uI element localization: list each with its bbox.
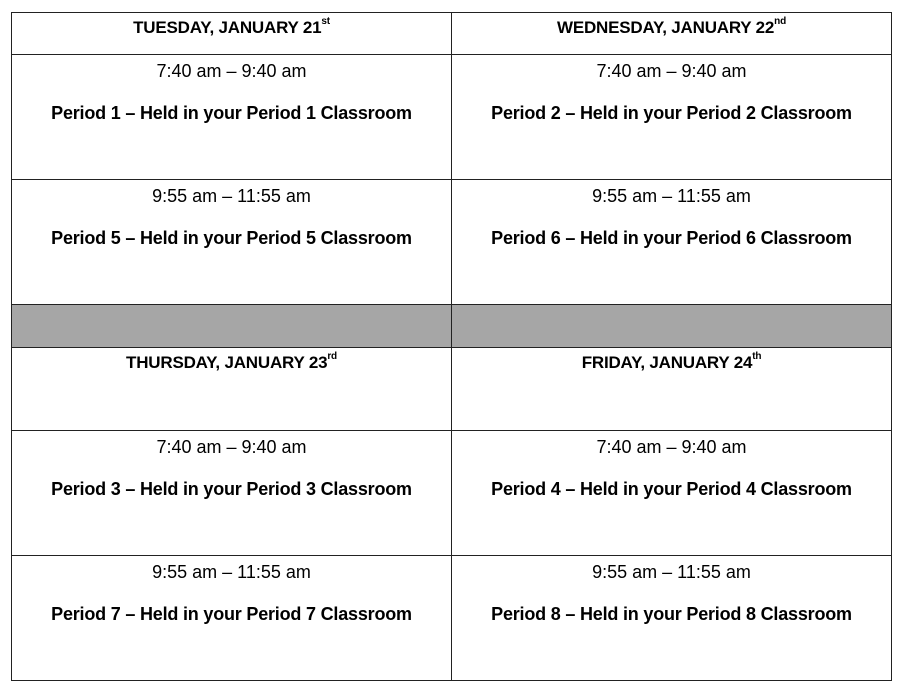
slot-cell <box>12 180 452 305</box>
day-heading-text: THURSDAY, JANUARY 23 <box>126 353 328 372</box>
time-slot-row <box>12 180 892 305</box>
day-ordinal-suffix: th <box>752 351 762 362</box>
slot-time: 7:40 am – 9:40 am <box>156 437 307 457</box>
slot-period: Period 4 – Held in your Period 4 Classroom <box>491 479 852 499</box>
day-ordinal-suffix: nd <box>774 16 786 27</box>
time-slot-row <box>12 556 892 681</box>
day-heading <box>12 13 451 38</box>
slot-cell <box>452 431 892 556</box>
slot-period: Period 3 – Held in your Period 3 Classroom <box>51 479 412 499</box>
slot-time: 7:40 am – 9:40 am <box>596 437 747 457</box>
divider-cell <box>452 305 892 348</box>
slot-cell <box>12 431 452 556</box>
slot-period: Period 2 – Held in your Period 2 Classroom <box>491 103 852 123</box>
slot-period: Period 7 – Held in your Period 7 Classroom <box>51 604 412 624</box>
day-header-cell <box>12 348 452 431</box>
time-slot-row <box>12 431 892 556</box>
slot-time: 9:55 am – 11:55 am <box>592 186 751 206</box>
divider-cell <box>12 305 452 348</box>
day-ordinal-suffix: rd <box>327 351 337 362</box>
day-ordinal-suffix: st <box>321 16 330 27</box>
slot-cell <box>452 55 892 180</box>
day-heading <box>12 348 451 373</box>
slot-period: Period 8 – Held in your Period 8 Classroom <box>491 604 852 624</box>
slot-cell <box>12 556 452 681</box>
slot-cell <box>12 55 452 180</box>
day-header-cell <box>452 348 892 431</box>
day-header-row <box>12 348 892 431</box>
day-header-cell <box>12 13 452 55</box>
time-slot-row <box>12 55 892 180</box>
slot-period: Period 5 – Held in your Period 5 Classroom <box>51 228 412 248</box>
day-heading-text: TUESDAY, JANUARY 21 <box>133 18 322 37</box>
gray-divider-row <box>12 305 892 348</box>
day-heading <box>452 13 891 38</box>
slot-cell <box>452 180 892 305</box>
slot-time: 7:40 am – 9:40 am <box>156 61 307 81</box>
day-heading-text: WEDNESDAY, JANUARY 22 <box>556 18 775 37</box>
day-heading-text: FRIDAY, JANUARY 24 <box>581 353 753 372</box>
slot-time: 9:55 am – 11:55 am <box>592 562 751 582</box>
exam-schedule-table <box>11 12 892 681</box>
slot-time: 9:55 am – 11:55 am <box>152 186 311 206</box>
day-header-cell <box>452 13 892 55</box>
day-header-row <box>12 13 892 55</box>
slot-period: Period 6 – Held in your Period 6 Classroom <box>491 228 852 248</box>
slot-period: Period 1 – Held in your Period 1 Classroom <box>51 103 412 123</box>
slot-time: 7:40 am – 9:40 am <box>596 61 747 81</box>
day-heading <box>452 348 891 373</box>
slot-cell <box>452 556 892 681</box>
slot-time: 9:55 am – 11:55 am <box>152 562 311 582</box>
